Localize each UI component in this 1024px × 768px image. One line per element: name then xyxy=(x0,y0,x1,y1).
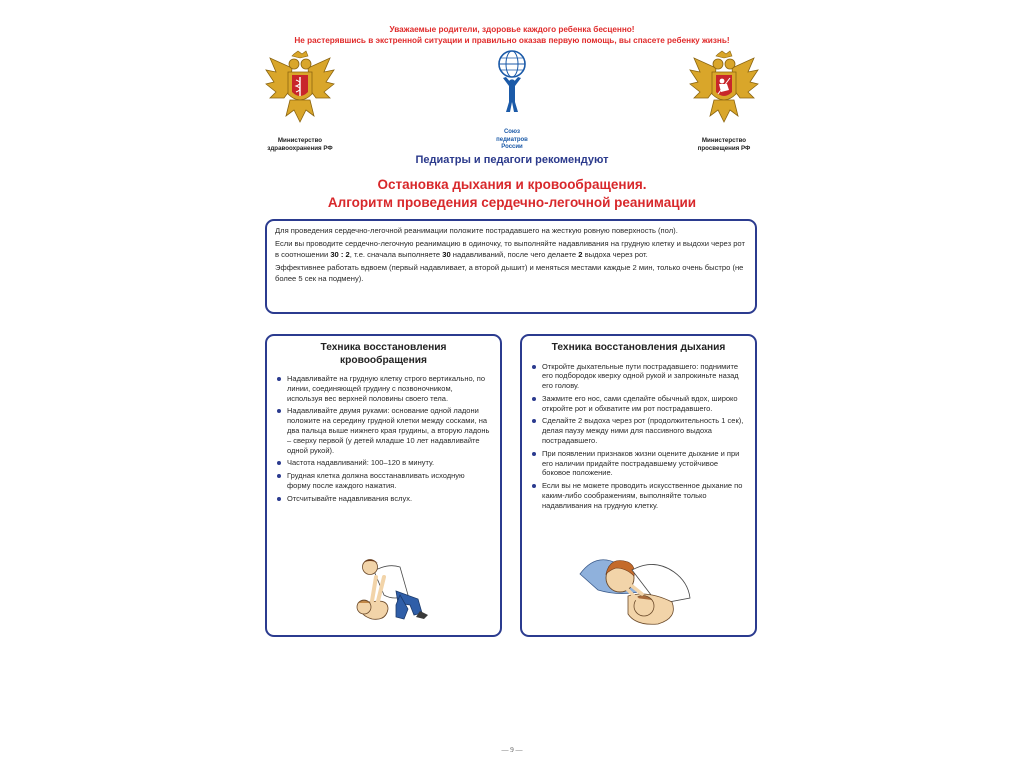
list-item xyxy=(532,362,745,391)
intro-box xyxy=(265,219,757,314)
page-number: — 9 — xyxy=(501,746,523,754)
pediatric-union-logo xyxy=(492,50,532,130)
intro-ratio: 30 : 2 xyxy=(330,249,350,259)
ministry-health-emblem xyxy=(262,50,338,132)
list-item-text: Отсчитывайте надавливания вслух. xyxy=(287,493,413,503)
intro-p2-mid2: надавливаний, после чего делаете xyxy=(450,249,579,259)
list-item xyxy=(277,374,490,403)
list-item xyxy=(532,394,745,414)
intro-p2-start: Если вы проводите сердечно-легочную реанимацию в одиночку, то выполняйте надавливания на грудную клетку и выдохи через рот в соотношении xyxy=(275,239,745,259)
header-line-2: Не растерявшись в экстренной ситуации и правильно оказав первую помощь, вы спасете ребенку жизнь! xyxy=(294,36,730,45)
ministry-education-label: Министерство просвещения РФ xyxy=(697,137,751,152)
circulation-list xyxy=(277,374,490,504)
title-line-2: Алгоритм проведения сердечно-легочной реанимации xyxy=(327,195,697,210)
bullet-icon xyxy=(532,452,536,456)
bullet-icon xyxy=(532,419,536,423)
intro-paragraph-3: Эффективнее работать вдвоем (первый надавливает, а второй дышит) и меняться местами каждые 2 мин, только очень быстро (не более 5 сек на подмену). xyxy=(275,262,744,283)
intro-breaths-count: 2 xyxy=(578,249,583,259)
intro-p2-mid: , т.е. сначала выполняете xyxy=(349,249,443,259)
intro-paragraph-1: Для проведения сердечно-легочной реанимации положите пострадавшего на жесткую ровную поверхность (пол). xyxy=(275,226,678,235)
list-item-text: Надавливайте двумя руками: основание одной ладони положите на середину грудной клетки между сосками, на два пальца выше нижнего края грудины, а вторую ладонь – сверху первой (у детей младше 10 лет надавливайте одной рукой). xyxy=(287,406,490,455)
list-item xyxy=(277,471,490,491)
pediatric-union-label: Союз педиатров России xyxy=(496,129,528,150)
list-item xyxy=(277,458,490,468)
title-line-1: Остановка дыхания и кровообращения. xyxy=(377,177,647,192)
circulation-title: Техника восстановления кровообращения xyxy=(320,342,447,366)
rescue-breathing-illustration xyxy=(578,544,703,632)
bullet-icon xyxy=(532,365,536,369)
bullet-icon xyxy=(532,397,536,401)
header-line-1: Уважаемые родители, здоровье каждого ребенка бесценно! xyxy=(389,25,635,34)
list-item-text: Грудная клетка должна восстанавливать исходную форму после каждого нажатия. xyxy=(287,471,465,490)
intro-paragraph-2 xyxy=(275,239,747,260)
list-item-text: Зажмите его нос, сами сделайте обычный вдох, широко откройте рот и обхватите им рот пострадавшего. xyxy=(542,393,738,413)
bullet-icon xyxy=(277,377,281,381)
list-item-text: При появлении признаков жизни оцените дыхание и при его наличии придайте пострадавшему устойчивое боковое положение. xyxy=(542,448,740,478)
list-item xyxy=(532,449,745,478)
intro-compressions-count: 30 xyxy=(442,249,451,259)
list-item-text: Частота надавливаний: 100–120 в минуту. xyxy=(287,458,435,468)
bullet-icon xyxy=(277,497,281,501)
breathing-list xyxy=(532,362,745,511)
bullet-icon xyxy=(277,474,281,478)
list-item xyxy=(532,416,745,445)
bullet-icon xyxy=(277,409,281,413)
ministry-education-emblem xyxy=(686,50,762,132)
list-item-text: Сделайте 2 выдоха через рот (продолжительность 1 сек), делая паузу между ними для пассивного выдоха пострадавшего. xyxy=(542,416,744,446)
breathing-title: Техника восстановления дыхания xyxy=(551,342,726,353)
bullet-icon xyxy=(532,484,536,488)
intro-p2-end: выдоха через рот. xyxy=(582,249,648,259)
list-item-text: Надавливайте на грудную клетку строго вертикально, по линии, соединяющей грудину с позвоночником, используя вес верхней половины своего тела. xyxy=(287,374,486,403)
chest-compression-illustration xyxy=(338,543,430,623)
list-item xyxy=(277,494,490,504)
recommendation-subtitle: Педиатры и педагоги рекомендуют xyxy=(415,154,609,166)
list-item xyxy=(532,481,745,510)
bullet-icon xyxy=(277,461,281,465)
list-item-text: Если вы не можете проводить искусственное дыхание по каким-либо соображениям, выполняйте только надавливания на грудную клетку. xyxy=(542,481,743,510)
list-item-text: Откройте дыхательные пути пострадавшего: поднимите его подбородок кверху одной рукой и запрокиньте назад его голову. xyxy=(542,361,739,391)
ministry-health-label: Министерство здравоохранения РФ xyxy=(267,137,333,152)
list-item xyxy=(277,406,490,455)
